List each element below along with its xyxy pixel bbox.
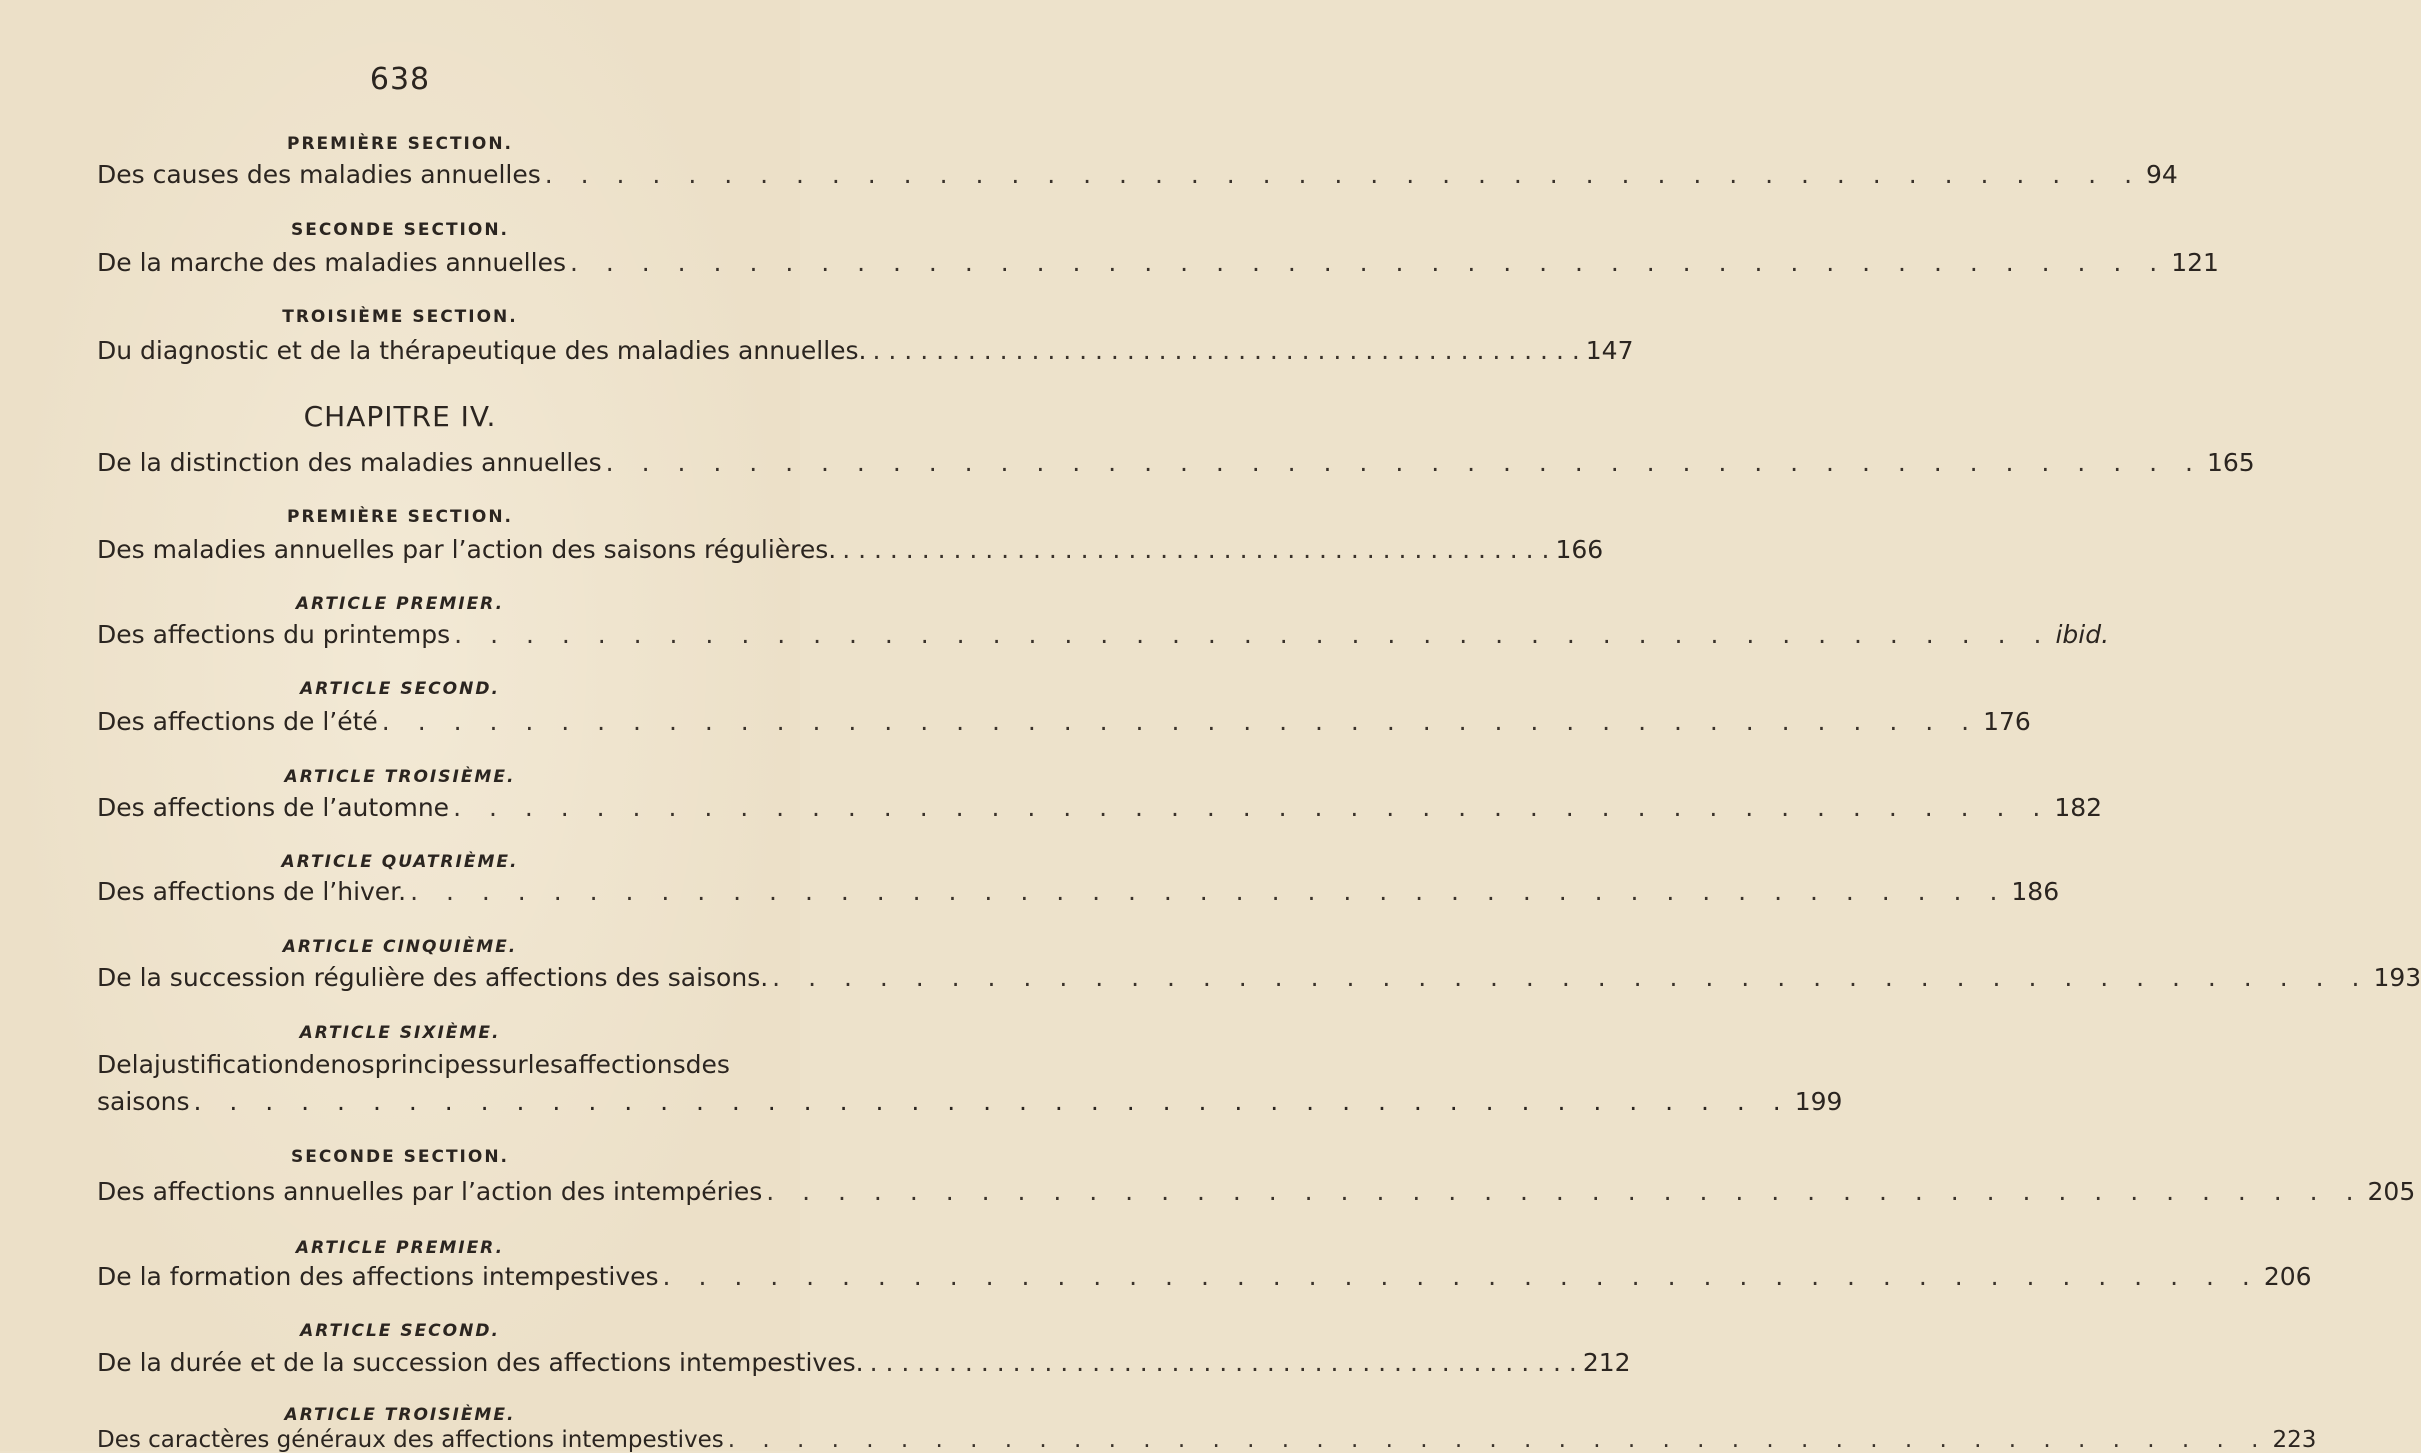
section-heading: PREMIÈRE SECTION. [286,134,514,154]
toc-entry-page: 206 [2263,1262,2312,1291]
article-heading: ARTICLE TROISIÈME. [284,1405,516,1425]
toc-entry-title: Du diagnostic et de la thérapeutique des maladies annuelles. [97,336,867,365]
toc-entry[interactable] [97,1262,2312,1291]
dot-leader [541,160,2146,189]
title-word: nos [330,1050,375,1079]
dot-leader [864,1348,1583,1377]
section-heading: TROISIÈME SECTION. [282,307,518,327]
dot-leader [449,793,2054,822]
toc-entry[interactable] [97,448,2255,477]
dot-leader [602,448,2207,477]
toc-entry-page: 166 [1555,535,1604,564]
toc-entry[interactable] [97,707,2031,736]
toc-entry-title: De la distinction des maladies annuelles [97,448,602,477]
toc-entry-page: 212 [1582,1348,1631,1377]
toc-entry-page: 94 [2146,160,2178,189]
article-heading: ARTICLE SIXIÈME. [299,1023,501,1043]
article-heading: ARTICLE SECOND. [300,679,500,699]
toc-entry-title: Des maladies annuelles par l’action des saisons régulières. [97,535,837,564]
toc-entry-page: 182 [2054,793,2103,822]
toc-entry[interactable] [97,1177,2416,1206]
article-heading: ARTICLE SECOND. [300,1321,500,1341]
toc-entry-page: 193 [2373,963,2421,992]
section-heading: SECONDE SECTION. [290,1147,510,1167]
section-heading: PREMIÈRE SECTION. [286,507,514,527]
dot-leader [189,1087,1794,1116]
title-word: affections [563,1050,686,1079]
toc-entry-title: Des affections de l’été [97,707,378,736]
article-heading: ARTICLE QUATRIÈME. [281,852,519,872]
toc-entry-title: De la marche des maladies annuelles [97,248,566,277]
toc-entry-page: 121 [2171,248,2219,277]
toc-entry[interactable] [97,793,2103,822]
title-word: principes [374,1050,489,1079]
article-heading: ARTICLE CINQUIÈME. [282,937,518,957]
article-heading: ARTICLE PREMIER. [295,594,505,614]
toc-entry[interactable] [97,1050,1843,1116]
toc-entry-title: Des affections de l’hiver. [97,877,407,906]
toc-entry-title: De la formation des affections intempestives [97,1262,659,1291]
toc-entry-page: 147 [1585,336,1634,365]
toc-entry-title: Des causes des maladies annuelles [97,160,541,189]
dot-leader [762,1177,2367,1206]
article-heading: ARTICLE PREMIER. [295,1238,505,1258]
toc-entry-title: Des affections du printemps [97,620,451,649]
section-heading: SECONDE SECTION. [290,220,510,240]
dot-leader [836,535,1555,564]
toc-entry-title: Des caractères généraux des affections intempestives [97,1427,724,1453]
toc-entry-page: 176 [1983,707,2031,736]
dot-leader [768,963,2373,992]
title-word: sur [488,1050,528,1079]
dot-leader [566,248,2171,277]
toc-entry[interactable] [97,1427,2317,1453]
title-word: de [299,1050,331,1079]
chapter-heading: CHAPITRE IV. [303,400,497,433]
title-word: les [527,1050,564,1079]
dot-leader [378,707,1983,736]
toc-entry-page: 223 [2272,1427,2317,1453]
dot-leader [406,877,2011,906]
toc-entry-page: 205 [2367,1177,2416,1206]
toc-entry-title: saisons [97,1087,190,1116]
toc-entry-title: De la succession régulière des affections des saisons. [97,963,769,992]
toc-entry-title: De la durée et de la succession des affections intempestives. [97,1348,864,1377]
toc-entry-page: 199 [1794,1087,1843,1116]
toc-entry[interactable] [97,963,2421,992]
article-heading: ARTICLE TROISIÈME. [284,767,516,787]
title-word: la [131,1050,154,1079]
toc-entry-title: Des affections de l’automne [97,793,450,822]
title-word: justification [153,1050,300,1079]
dot-leader [867,336,1586,365]
toc-entry[interactable] [97,877,2060,906]
dot-leader [450,620,2055,649]
toc-entry[interactable] [97,535,1604,564]
toc-entry-title-line1 [97,1050,730,1079]
page-number: 638 [369,62,431,97]
title-word: des [685,1050,730,1079]
dot-leader [724,1427,2273,1453]
title-word: De [97,1050,132,1079]
toc-entry-page: 165 [2206,448,2255,477]
toc-entry-title: Des affections annuelles par l’action des intempéries [97,1177,763,1206]
toc-entry[interactable] [97,620,2110,649]
toc-entry-page: 186 [2011,877,2060,906]
toc-entry[interactable] [97,336,1634,365]
toc-entry[interactable] [97,160,2178,189]
dot-leader [659,1262,2264,1291]
toc-entry-title-line2 [97,1087,1843,1116]
toc-entry[interactable] [97,248,2219,277]
toc-entry[interactable] [97,1348,1631,1377]
toc-entry-page: ibid. [2055,620,2110,649]
